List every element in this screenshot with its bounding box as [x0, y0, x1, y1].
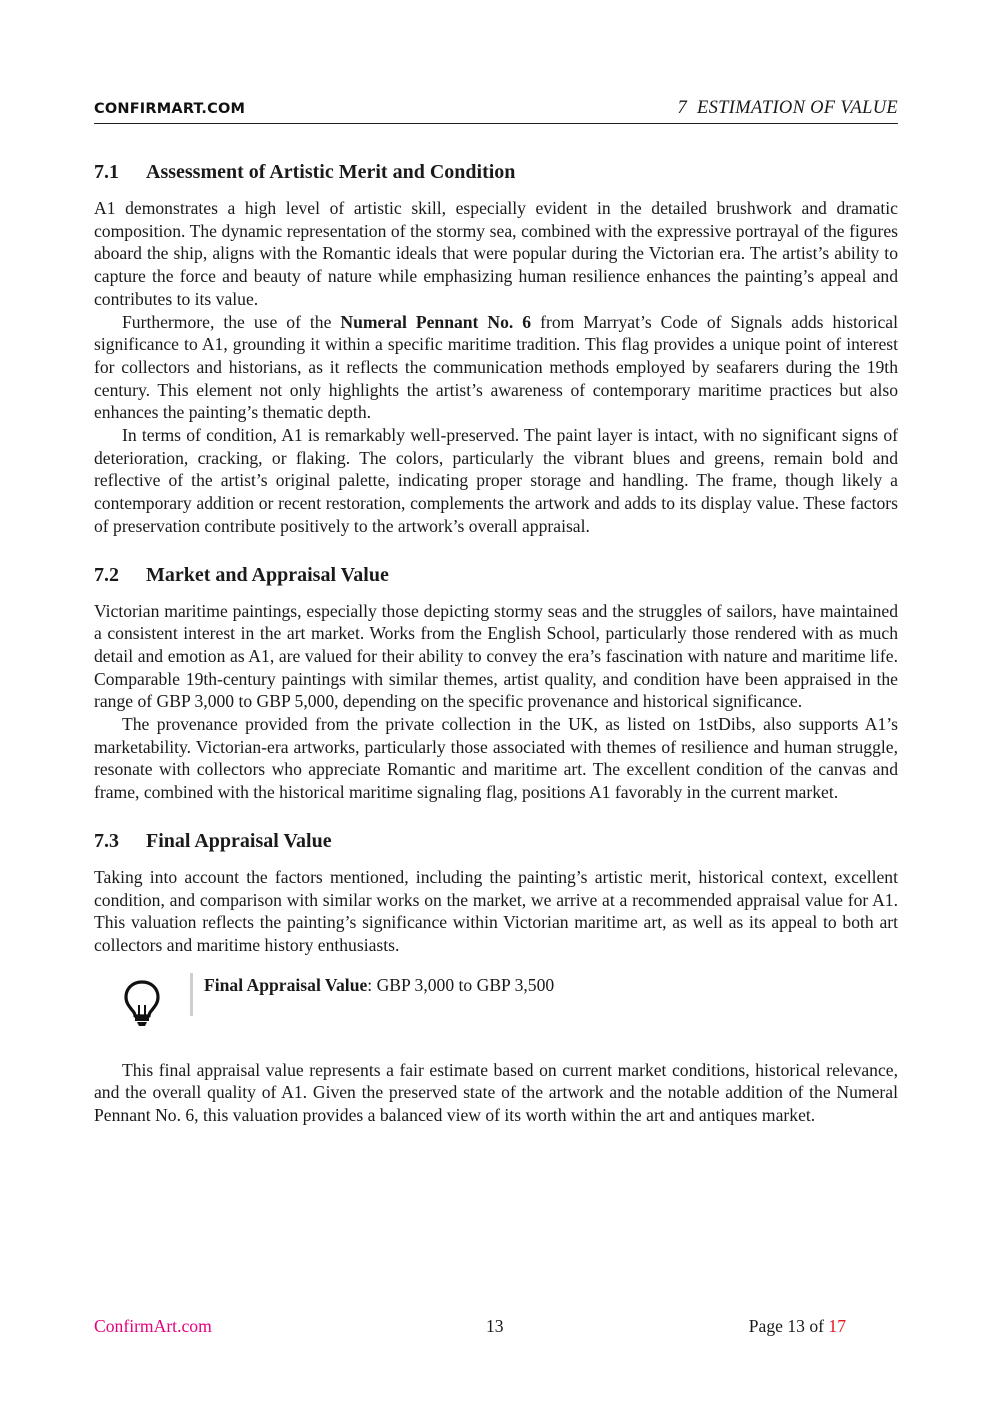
appraisal-callout [94, 971, 898, 1043]
page-content [94, 158, 898, 1150]
chapter-number: 7 [677, 98, 688, 118]
paragraph: In terms of condition, A1 is remarkably well-preserved. The paint layer is intact, with no significant signs of deterioration, cracking, or flaking. The colors, particularly the vibrant blues and greens, remain bold and reflective of the artist’s original palette, indicating proper storage and handling. The frame, though likely a contemporary addition or recent restoration, complements the artwork and adds to its display value. These factors of preservation contribute positively to the artwork’s overall appraisal. [94, 425, 898, 536]
section-7-3 [94, 827, 898, 1127]
callout-label: Final Appraisal Value [204, 974, 368, 995]
section-title: Assessment of Artistic Merit and Condition [146, 161, 516, 183]
footer-site-link[interactable]: ConfirmArt.com [94, 1316, 212, 1336]
section-heading [94, 561, 898, 589]
section-7-1 [94, 158, 898, 538]
section-title: Market and Appraisal Value [146, 563, 389, 586]
section-number: 7.2 [94, 563, 119, 586]
paragraph: A1 demonstrates a high level of artistic skill, especially evident in the detailed brushwork and dramatic composition. The dynamic representation of the stormy sea, combined with the expressive portrayal of the figures aboard the ship, aligns with the Romantic ideals that were popular during the Victorian era. The artist’s ability to capture the force and beauty of nature while emphasizing human resilience enhances the painting’s appeal and contributes to its value. [94, 198, 898, 309]
paragraph: Taking into account the factors mentioned, including the painting’s artistic merit, historical context, excellent condition, and comparison with similar works on the market, we arrive at a recommended appraisal value for A1. This valuation reflects the painting’s significance within Victorian maritime art, as well as its appeal to both art collectors and maritime history enthusiasts. [94, 866, 898, 955]
page-header [94, 97, 898, 124]
callout-text [204, 974, 554, 997]
paragraph [94, 311, 898, 425]
footer-page-count [749, 1316, 846, 1337]
paragraph-text: from Marryat’s Code of Signals adds historical significance to A1, grounding it within a specific maritime tradition. This flag provides a unique point of interest for collectors and historians, as it reflects the communication methods employed by seafarers during the 19th century. This element not only highlights the artist’s awareness of contemporary maritime practices but also enhances the painting’s thematic depth. [94, 311, 898, 423]
paragraph: Victorian maritime paintings, especially those depicting stormy seas and the struggles of sailors, have maintained a consistent interest in the art market. Works from the English School, particularly those rendered with as much detail and emotion as A1, are valued for their ability to convey the era’s fascination with nature and maritime life. Comparable 19th-century paintings with similar themes, artist quality, and condition have been appraised in the range of GBP 3,000 to GBP 5,000, depending on the specific provenance and historical significance. [94, 600, 898, 712]
page-footer [94, 1316, 898, 1340]
paragraph: The provenance provided from the private collection in the UK, as listed on 1stDibs, also supports A1’s marketability. Victorian-era artworks, particularly those associated with themes of resilience and human struggle, resonate with collectors who appreciate Romantic and maritime art. The excellent condition of the canvas and frame, combined with the historical maritime signaling flag, positions A1 favorably in the current market. [94, 714, 898, 803]
section-number: 7.3 [94, 829, 119, 852]
paragraph: This final appraisal value represents a fair estimate based on current market conditions, historical relevance, and the overall quality of A1. Given the preserved state of the artwork and the notable addition of the Numeral Pennant No. 6, this valuation provides a balanced view of its worth within the art and antiques market. [94, 1059, 898, 1126]
site-logo: CONFIRMART.COM [94, 101, 246, 117]
chapter-title: ESTIMATION OF VALUE [697, 98, 898, 118]
running-header [677, 98, 898, 119]
section-7-2 [94, 561, 898, 804]
section-heading [94, 158, 898, 186]
pennant-name: Numeral Pennant No. 6 [340, 311, 532, 332]
page-total-link[interactable]: 17 [828, 1316, 846, 1336]
footer-page-number: 13 [486, 1316, 504, 1336]
section-title: Final Appraisal Value [146, 829, 332, 852]
page-prefix: Page 13 of [748, 1316, 829, 1336]
callout-value: : GBP 3,000 to GBP 3,500 [367, 974, 555, 995]
section-heading [94, 827, 898, 855]
callout-bar [190, 973, 193, 1016]
paragraph-text: Furthermore, the use of the [122, 311, 341, 332]
section-number: 7.1 [94, 161, 119, 183]
lightbulb-icon [122, 979, 162, 1027]
